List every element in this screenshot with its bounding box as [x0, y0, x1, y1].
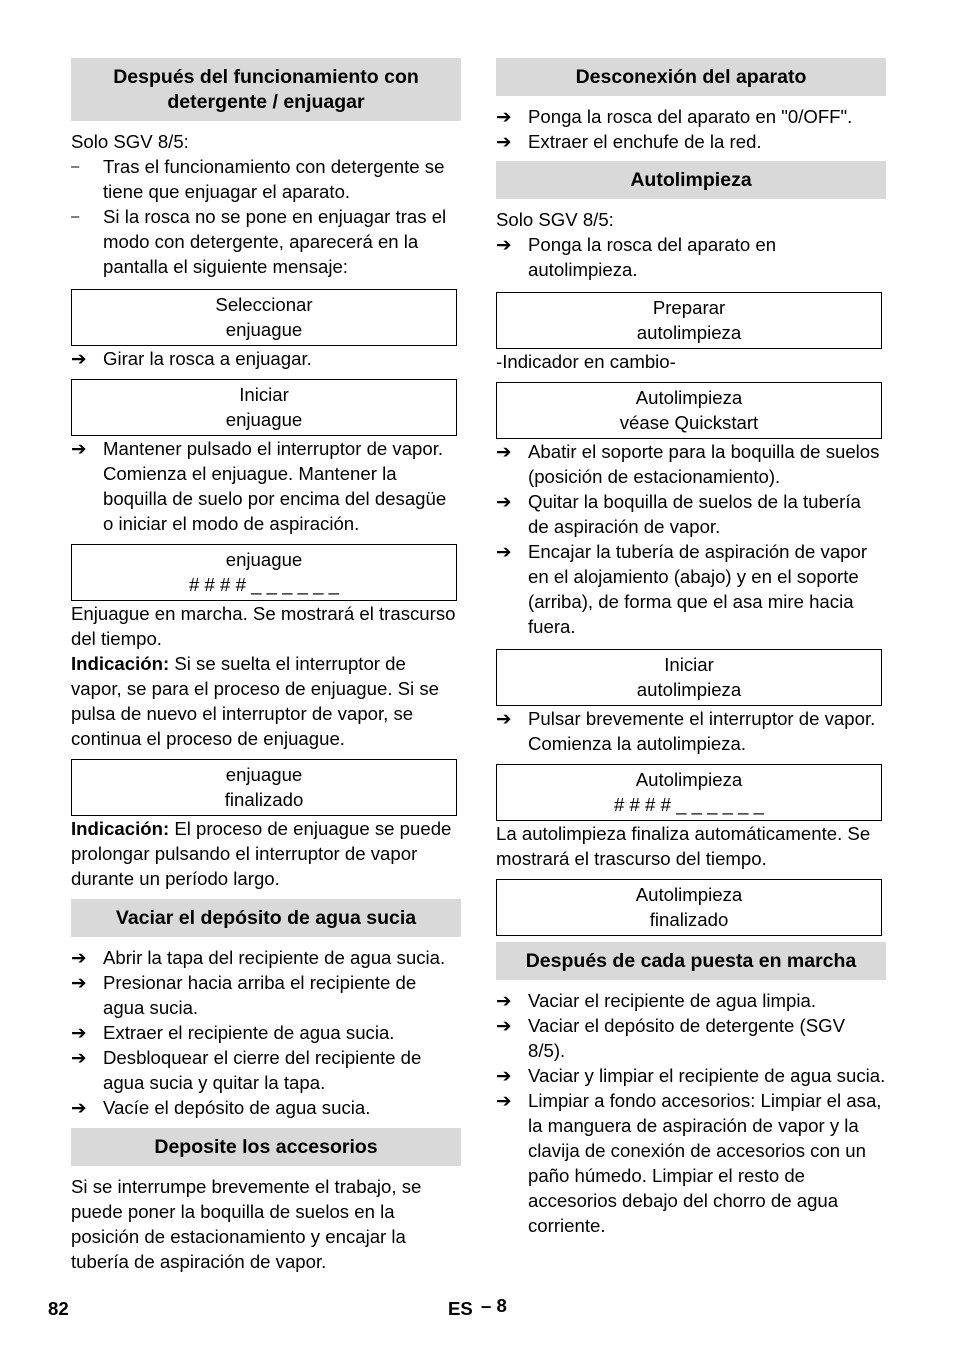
paragraph: -Indicador en cambio- — [496, 351, 676, 372]
note-paragraph: Indicación: El proceso de enjuague se puede prolongar pulsando el interruptor de vapor durante un período largo. — [71, 818, 452, 889]
arrow-icon: ➔ — [71, 1047, 87, 1068]
section-heading-empty-dirty-water: Vaciar el depósito de agua sucia — [71, 899, 461, 937]
display-message-box: enjuague finalizado — [71, 759, 457, 816]
display-message-box: Autolimpieza véase Quickstart — [496, 382, 882, 439]
dash-item: – Tras el funcionamiento con detergente se tiene que enjuagar el aparato. — [71, 156, 445, 202]
step-item: ➔ Extraer el enchufe de la red. — [496, 131, 762, 152]
step-item: ➔ Mantener pulsado el interruptor de vapor. Comienza el enjuague. Mantener la boquilla de suelo por encima del desagüe o iniciar el modo de aspiración. — [71, 438, 447, 534]
arrow-icon: ➔ — [496, 1090, 512, 1111]
arrow-icon: ➔ — [496, 234, 512, 255]
arrow-icon: ➔ — [71, 348, 87, 369]
step-item: ➔ Ponga la rosca del aparato en "0/OFF". — [496, 106, 853, 127]
step-item: ➔ Vacíe el depósito de agua sucia. — [71, 1097, 371, 1118]
step-item: ➔ Vaciar el depósito de detergente (SGV 8/5). — [496, 1015, 845, 1061]
footer-language: ES — [448, 1298, 473, 1319]
arrow-icon: ➔ — [496, 708, 512, 729]
dash-marker: – — [71, 158, 80, 175]
section-heading-self-cleaning: Autolimpieza — [496, 161, 886, 199]
arrow-icon: ➔ — [496, 1065, 512, 1086]
display-message-box: Iniciar enjuague — [71, 379, 457, 436]
step-item: ➔ Extraer el recipiente de agua sucia. — [71, 1022, 395, 1043]
arrow-icon: ➔ — [71, 1022, 87, 1043]
step-item: ➔ Ponga la rosca del aparato en autolimpieza. — [496, 234, 777, 280]
display-message-box: Seleccionar enjuague — [71, 289, 457, 346]
step-item: ➔ Quitar la boquilla de suelos de la tubería de aspiración de vapor. — [496, 491, 861, 537]
right-column — [496, 58, 886, 1238]
solo-note: Solo SGV 8/5: — [71, 131, 189, 152]
section-heading-switch-off: Desconexión del aparato — [496, 58, 886, 96]
page-number: 82 — [48, 1298, 69, 1319]
section-heading-after-detergent: Después del funcionamiento con detergente / enjuagar — [71, 58, 461, 121]
arrow-icon: ➔ — [496, 491, 512, 512]
paragraph: Enjuague en marcha. Se mostrará el trascurso del tiempo. — [71, 603, 456, 649]
arrow-icon: ➔ — [71, 1097, 87, 1118]
step-item: ➔ Abrir la tapa del recipiente de agua sucia. — [71, 947, 446, 968]
step-item: ➔ Abatir el soporte para la boquilla de suelos (posición de estacionamiento). — [496, 441, 880, 487]
arrow-icon: ➔ — [496, 441, 512, 462]
section-heading-after-each-use: Después de cada puesta en marcha — [496, 942, 886, 980]
footer-section: – 8 — [481, 1295, 507, 1316]
display-message-box: enjuague # # # # _ _ _ _ _ _ — [71, 544, 457, 601]
arrow-icon: ➔ — [496, 1015, 512, 1036]
note-paragraph: Indicación: Si se suelta el interruptor de vapor, se para el proceso de enjuague. Si se pulsa de nuevo el interruptor de vapor, se continua el proceso de enjuague. — [71, 653, 439, 749]
step-item: ➔ Girar la rosca a enjuagar. — [71, 348, 312, 369]
step-item: ➔ Presionar hacia arriba el recipiente de agua sucia. — [71, 972, 417, 1018]
arrow-icon: ➔ — [71, 972, 87, 993]
arrow-icon: ➔ — [496, 541, 512, 562]
arrow-icon: ➔ — [496, 990, 512, 1011]
arrow-icon: ➔ — [71, 947, 87, 968]
note-label: Indicación: — [71, 818, 170, 839]
display-message-box: Autolimpieza finalizado — [496, 879, 882, 936]
arrow-icon: ➔ — [71, 438, 87, 459]
dash-marker: – — [71, 208, 80, 225]
arrow-icon: ➔ — [496, 106, 512, 127]
solo-note: Solo SGV 8/5: — [496, 209, 614, 230]
arrow-icon: ➔ — [496, 131, 512, 152]
paragraph: La autolimpieza finaliza automáticamente. Se mostrará el trascurso del tiempo. — [496, 823, 871, 869]
note-label: Indicación: — [71, 653, 170, 674]
step-item: ➔ Desbloquear el cierre del recipiente de agua sucia y quitar la tapa. — [71, 1047, 422, 1093]
section-heading-accessories: Deposite los accesorios — [71, 1128, 461, 1166]
step-item: ➔ Vaciar el recipiente de agua limpia. — [496, 990, 817, 1011]
step-item: ➔ Encajar la tubería de aspiración de vapor en el alojamiento (abajo) y en el soporte (arriba), de forma que el asa mire hacia fuera. — [496, 541, 868, 637]
display-message-box: Autolimpieza # # # # _ _ _ _ _ _ — [496, 764, 882, 821]
left-column — [71, 58, 461, 1274]
step-item: ➔ Vaciar y limpiar el recipiente de agua sucia. — [496, 1065, 886, 1086]
paragraph: Si se interrumpe brevemente el trabajo, se puede poner la boquilla de suelos en la posición de estacionamiento y encajar la tubería de aspiración de vapor. — [71, 1176, 422, 1272]
step-item: ➔ Limpiar a fondo accesorios: Limpiar el asa, la manguera de aspiración de vapor y la clavija de conexión de accesorios con un paño húmedo. Limpiar el resto de accesorios debajo del chorro de agua corriente. — [496, 1090, 882, 1236]
display-message-box: Iniciar autolimpieza — [496, 649, 882, 706]
display-message-box: Preparar autolimpieza — [496, 292, 882, 349]
step-item: ➔ Pulsar brevemente el interruptor de vapor. Comienza la autolimpieza. — [496, 708, 876, 754]
dash-item: – Si la rosca no se pone en enjuagar tras el modo con detergente, aparecerá en la pantalla el siguiente mensaje: — [71, 206, 447, 277]
